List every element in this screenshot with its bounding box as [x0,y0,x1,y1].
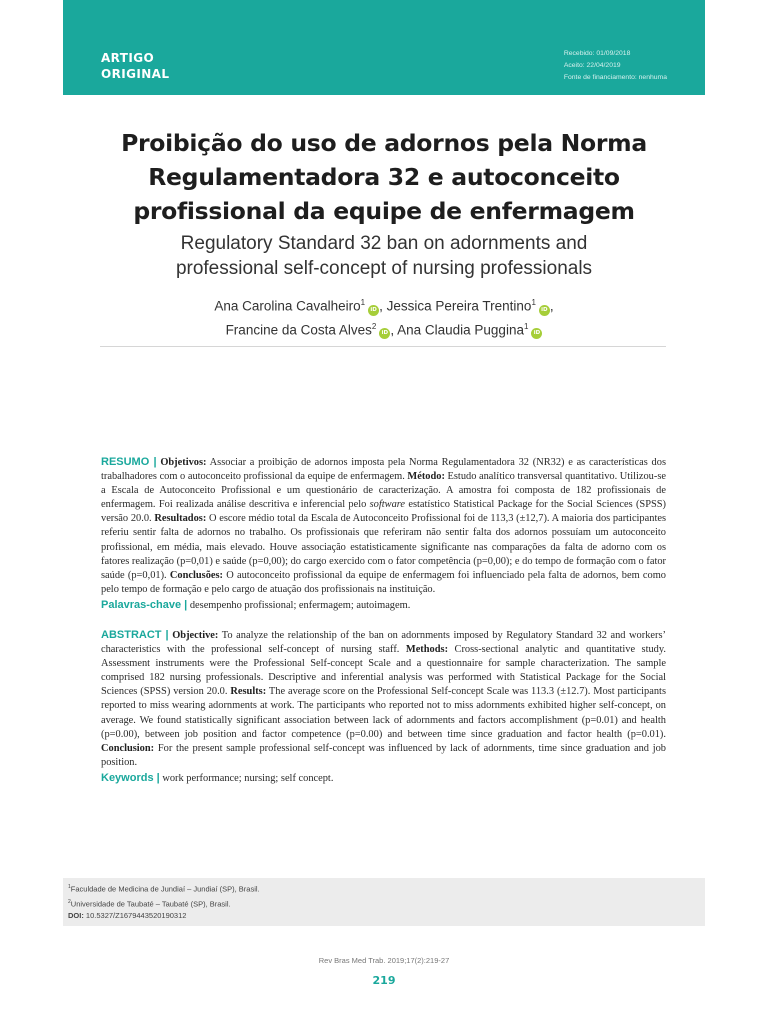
abstract-section [101,628,666,786]
header-band [63,0,705,95]
resumo-label: RESUMO | [101,456,157,468]
orcid-icon[interactable]: iD [379,328,390,339]
affiliations-box [63,878,705,926]
author-list: Ana Carolina Cavalheiro$^1$iD , Jessica Pereira Trentino$^1$iD , Francine da Costa Alves$^2$iD , Ana Claudia Puggina$^1$iD [214,298,554,337]
abstract-label: ABSTRACT | [101,629,169,641]
author-name: Ana Claudia Puggina [397,322,524,337]
doi[interactable]: DOI: 10.5327/Z1679443520190312 [68,911,187,920]
affiliation-2: $^2$Universidade de Taubaté – Taubaté (SP), Brasil. [68,898,231,908]
accepted-date: Aceito: 22/04/2019 [563,62,621,69]
author-name: Jessica Pereira Trentino [386,298,532,314]
orcid-icon[interactable]: iD [368,305,379,316]
author-name: Ana Carolina Cavalheiro [214,298,361,314]
journal-reference: Rev Bras Med Trab. 2019;17(2):219-27 [318,956,450,965]
page-number: 219 [372,974,396,987]
orcid-icon[interactable]: iD [531,328,542,339]
affiliation-1: $^1$Faculdade de Medicina de Jundiaí – Jundiaí (SP), Brasil. [68,884,260,894]
author-name: Francine da Costa Alves [225,322,372,337]
resumo-keywords: Palavras-chave | desempenho profissional; enfermagem; autoimagem. [101,598,411,611]
page-title: Proibição do uso de adornos pela Norma Regulamentadora 32 e autoconceito profissional da equipe de enfermagem [121,129,647,225]
divider [100,346,666,347]
article-type: ARTIGO ORIGINAL [101,51,170,81]
abstract-keywords: Keywords | work performance; nursing; self concept. [101,771,334,784]
received-date: Recebido: 01/09/2018 [563,50,631,57]
orcid-icon[interactable]: iD [539,305,550,316]
abstract-body: ABSTRACT | Objective: To analyze the relationship of the ban on adornments imposed by Regulatory Standard 32 and workers’ characteristics with the professional self-concept of nursing staff. Methods: Cross-sectional analytic and quantitative study. Assessment instruments were the Professional Self-concept Scale and a questionnaire for sample characterization. The sample comprised 182 nursing professionals. Descriptive and inferential analysis was performed with Statistical Package for the Social Sciences (SPSS) version 20.0. Results: The average score on the Professional Self-concept Scale was 113.3 (±12.7). Most participants reported to miss wearing adornments at work. The participants who reported not to miss adornments exhibited higher self-concept, on average. We found statistically significant association between lack of adornments and factors accomplishment (p=0.01) and health (p=0.00), between job position and factor competence (p=0.00) and between time since graduation and factor health (p=0.01). Conclusion: For the present sample professional self-concept was influenced by lack of adornments, time since graduation and job position. [101,629,666,768]
english-title: Regulatory Standard 32 ban on adornments and professional self-concept of nursing professionals [175,233,593,279]
resumo-body: RESUMO | Objetivos: Associar a proibição de adornos imposta pela Norma Regulamentadora 32 (NR32) e as características dos trabalhadores com o autoconceito profissional da equipe de enfermagem. Método: Estudo analítico transversal quantitativo. Utilizou-se a Escala de Autoconceito Profissional e um questionário de caracterização. A amostra foi composta de 182 profissionais de enfermagem. Foi realizada análise descritiva e inferencial pelo software estatístico Statistical Package for the Social Sciences (SPSS) versão 20.0. Resultados: O escore médio total da Escala de Autoconceito Profissional foi de 113,3 (±12,7). A maioria dos participantes referiu sentir falta de adornos no trabalho. Os profissionais que referiram não sentir falta dos adornos possuíam um autoconceito profissional, em média, mais elevado. Houve associação estatisticamente significante nas comparações da falta de adorno com os fatores realização (p=0,01) e saúde (p=0,00); do cargo exercido com o fator competência (p=0,00); e do tempo de formação com o fator saúde (p=0,01). Conclusões: O autoconceito profissional da equipe de enfermagem foi influenciado pela falta de adornos, bem como pelo tempo de formação e pelo cargo de atuação dos profissionais na instituição. [101,456,666,595]
funding-source: Fonte de financiamento: nenhuma [563,74,667,81]
resumo-section [101,455,666,613]
article-dates [564,48,667,84]
